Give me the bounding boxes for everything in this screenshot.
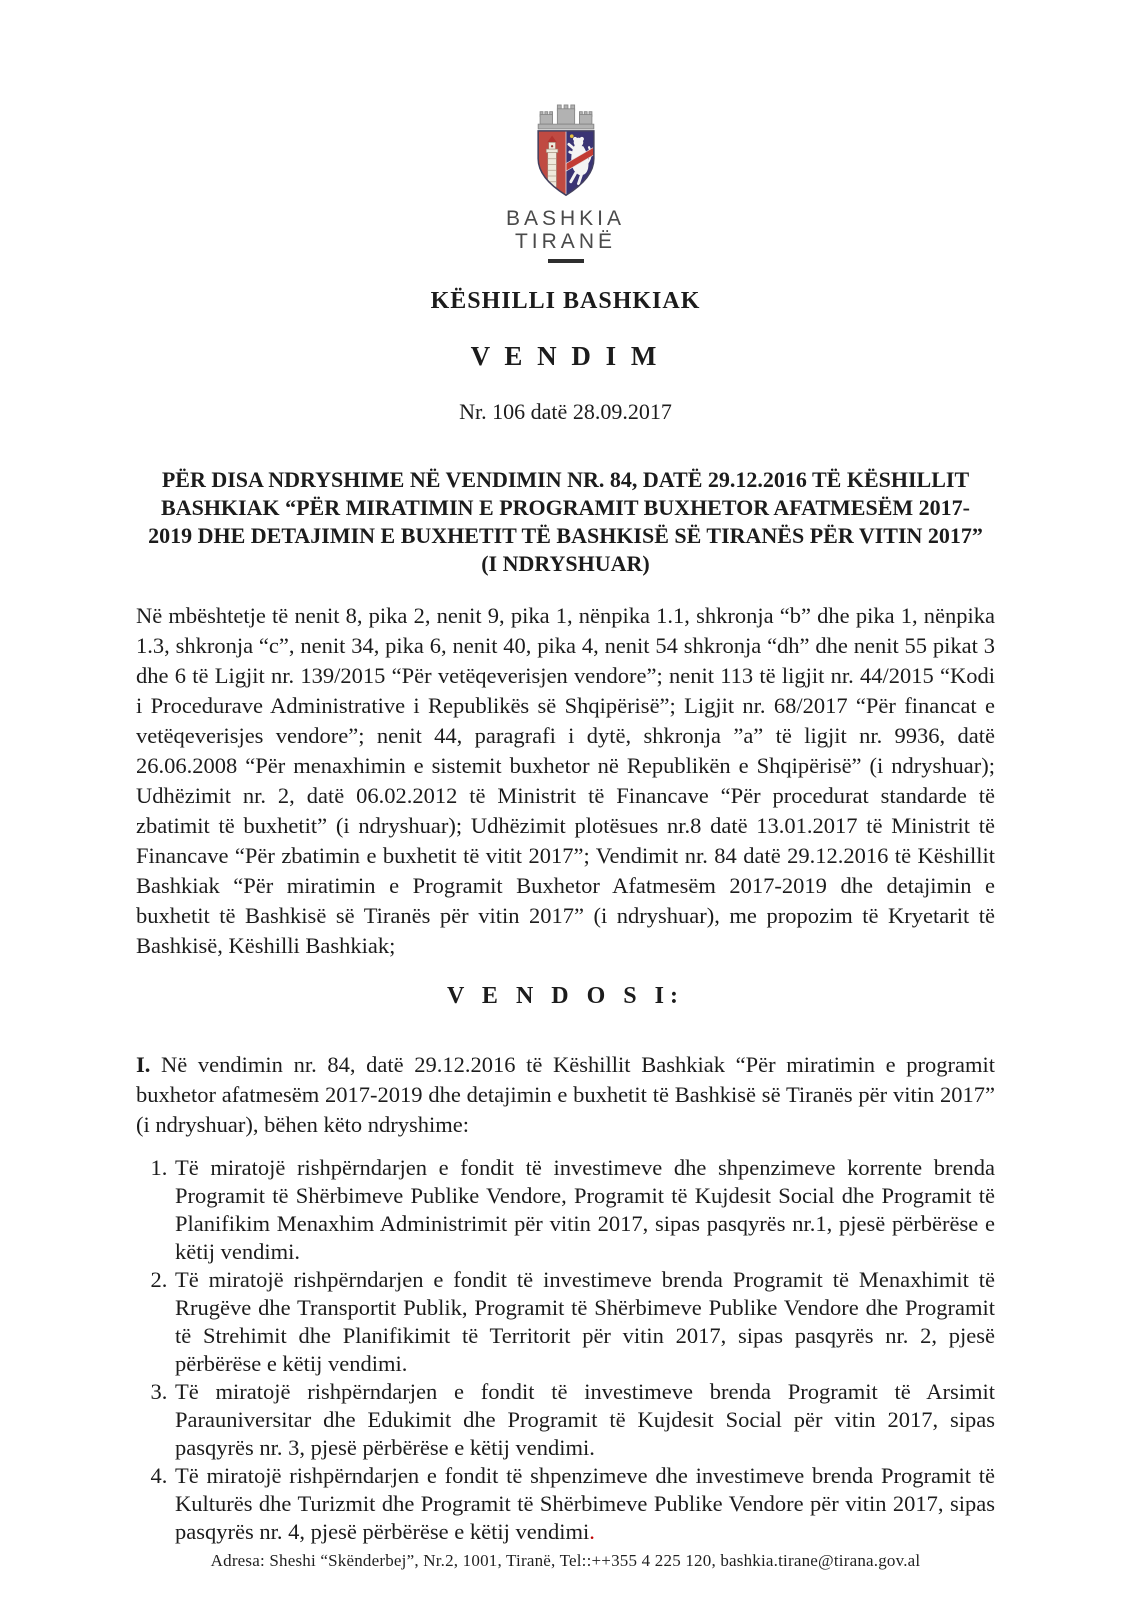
list-item-4 bbox=[173, 1462, 995, 1546]
decision-type-label: V E N D I M bbox=[470, 340, 661, 371]
section-i-text: Në vendimin nr. 84, datë 29.12.2016 të Këshillit Bashkiak “Për miratimin e programit buxhetor afatmesëm 2017-2019 dhe detajimin e buxhetit të Bashkisë së Tiranës për vitin 2017” (i ndryshuar), bëhen këto ndryshime: bbox=[136, 1051, 995, 1137]
mural-crown-icon bbox=[538, 105, 594, 129]
org-name-line1: BASHKIA bbox=[505, 207, 626, 230]
list-item-4-red-period: . bbox=[589, 1518, 595, 1544]
section-i-numeral: I. bbox=[136, 1051, 151, 1077]
preamble-paragraph: Në mbështetje të nenit 8, pika 2, nenit 9, pika 1, nënpika 1.1, shkronja “b” dhe pika 1, nënpika 1.3, shkronja “c”, nenit 34, pika 6, nenit 40, pika 4, nenit 54 shkronja “dh” dhe nenit 55 pikat 3 dhe 6 të Ligjit nr. 139/2015 “Për vetëqeverisjen vendore”; nenit 113 të ligjit nr. 44/2015 “Kodi i Procedurave Administrative i Republikës së Shqipërisë”; Ligjit nr. 68/2017 “Për financat e vetëqeverisjes vendore”; nenit 44, paragrafi i dytë, shkronja ”a” të ligjit nr. 9936, datë 26.06.2008 “Për menaxhimin e sistemit buxhetor në Republikën e Shqipërisë” (i ndryshuar); Udhëzimit nr. 2, datë 06.02.2012 të Ministrit të Financave “Për procedurat standarde të zbatimit të buxhetit” (i ndryshuar); Udhëzimit plotësues nr.8 datë 13.01.2017 të Ministrit të Financave “Për zbatimin e buxhetit të vitit 2017”; Vendimit nr. 84 datë 29.12.2016 të Këshillit Bashkiak “Për miratimin e Programit Buxhetor Afatmesëm 2017-2019 dhe detajimin e buxhetit të Bashkisë së Tiranës për vitin 2017” (i ndryshuar), me propozim të Kryetarit të Bashkisë, Këshilli Bashkiak; bbox=[136, 602, 995, 958]
star-icon bbox=[569, 134, 573, 138]
list-item-1-text: Të miratojë rishpërndarjen e fondit të investimeve dhe shpenzimeve korrente brenda Programit të Shërbimeve Publike Vendore, Programit të Kujdesit Social dhe Programit të Planifikim Menaxhim Administrimit për vitin 2017, sipas pasqyrës nr.1, pjesë përbërëse e këtij vendimi. bbox=[175, 1154, 995, 1264]
org-underline-mark bbox=[548, 259, 584, 263]
vendosi-heading: V E N D O S I: bbox=[447, 982, 684, 1009]
list-item-2 bbox=[173, 1266, 995, 1378]
decision-number: Nr. 106 datë 28.09.2017 bbox=[459, 398, 672, 424]
address-footer: Adresa: Sheshi “Skënderbej”, Nr.2, 1001, Tiranë, Tel::++355 4 225 120, bashkia.tirane@tirana.gov.al bbox=[210, 1550, 921, 1570]
document-title: PËR DISA NDRYSHIME NË VENDIMIN NR. 84, DATË 29.12.2016 TË KËSHILLIT BASHKIAK “PËR MIRATIMIN E PROGRAMIT BUXHETOR AFATMESËM 2017-2019 DHE DETAJIMIN E BUXHETIT TË BASHKISË SË TIRANËS PËR VITIN 2017” (I NDRYSHUAR) bbox=[148, 466, 983, 576]
list-item-3 bbox=[173, 1378, 995, 1462]
list-item-3-text: Të miratojë rishpërndarjen e fondit të investimeve brenda Programit të Arsimit Parauniversitar dhe Edukimit dhe Programit të Kujdesit Social për vitin 2017, sipas pasqyrës nr. 3, pjesë përbërëse e këtij vendimi. bbox=[175, 1378, 995, 1460]
org-name bbox=[136, 207, 995, 253]
document-header bbox=[136, 0, 995, 425]
list-item-2-text: Të miratojë rishpërndarjen e fondit të investimeve brenda Programit të Menaxhimit të Rrugëve dhe Transportit Publik, Programit të Shërbimeve Publike Vendore dhe Programit të Strehimit dhe Planifikimit të Territorit për vitin 2017, sipas pasqyrës nr. 2, pjesë përbërëse e këtij vendimi. bbox=[175, 1266, 995, 1376]
org-name-line2: TIRANË bbox=[514, 230, 616, 253]
decision-list bbox=[136, 1154, 995, 1546]
tirana-coat-of-arms-icon bbox=[515, 104, 617, 200]
list-item-1 bbox=[173, 1154, 995, 1266]
council-label: KËSHILLI BASHKIAK bbox=[430, 287, 701, 314]
list-item-4-text: Të miratojë rishpërndarjen e fondit të shpenzimeve dhe investimeve brenda Programit të Kulturës dhe Turizmit dhe Programit të Shërbimeve Publike Vendore për vitin 2017, sipas pasqyrës nr. 4, pjesë përbërëse e këtij vendimi bbox=[175, 1462, 995, 1544]
section-i-paragraph bbox=[136, 1050, 995, 1140]
